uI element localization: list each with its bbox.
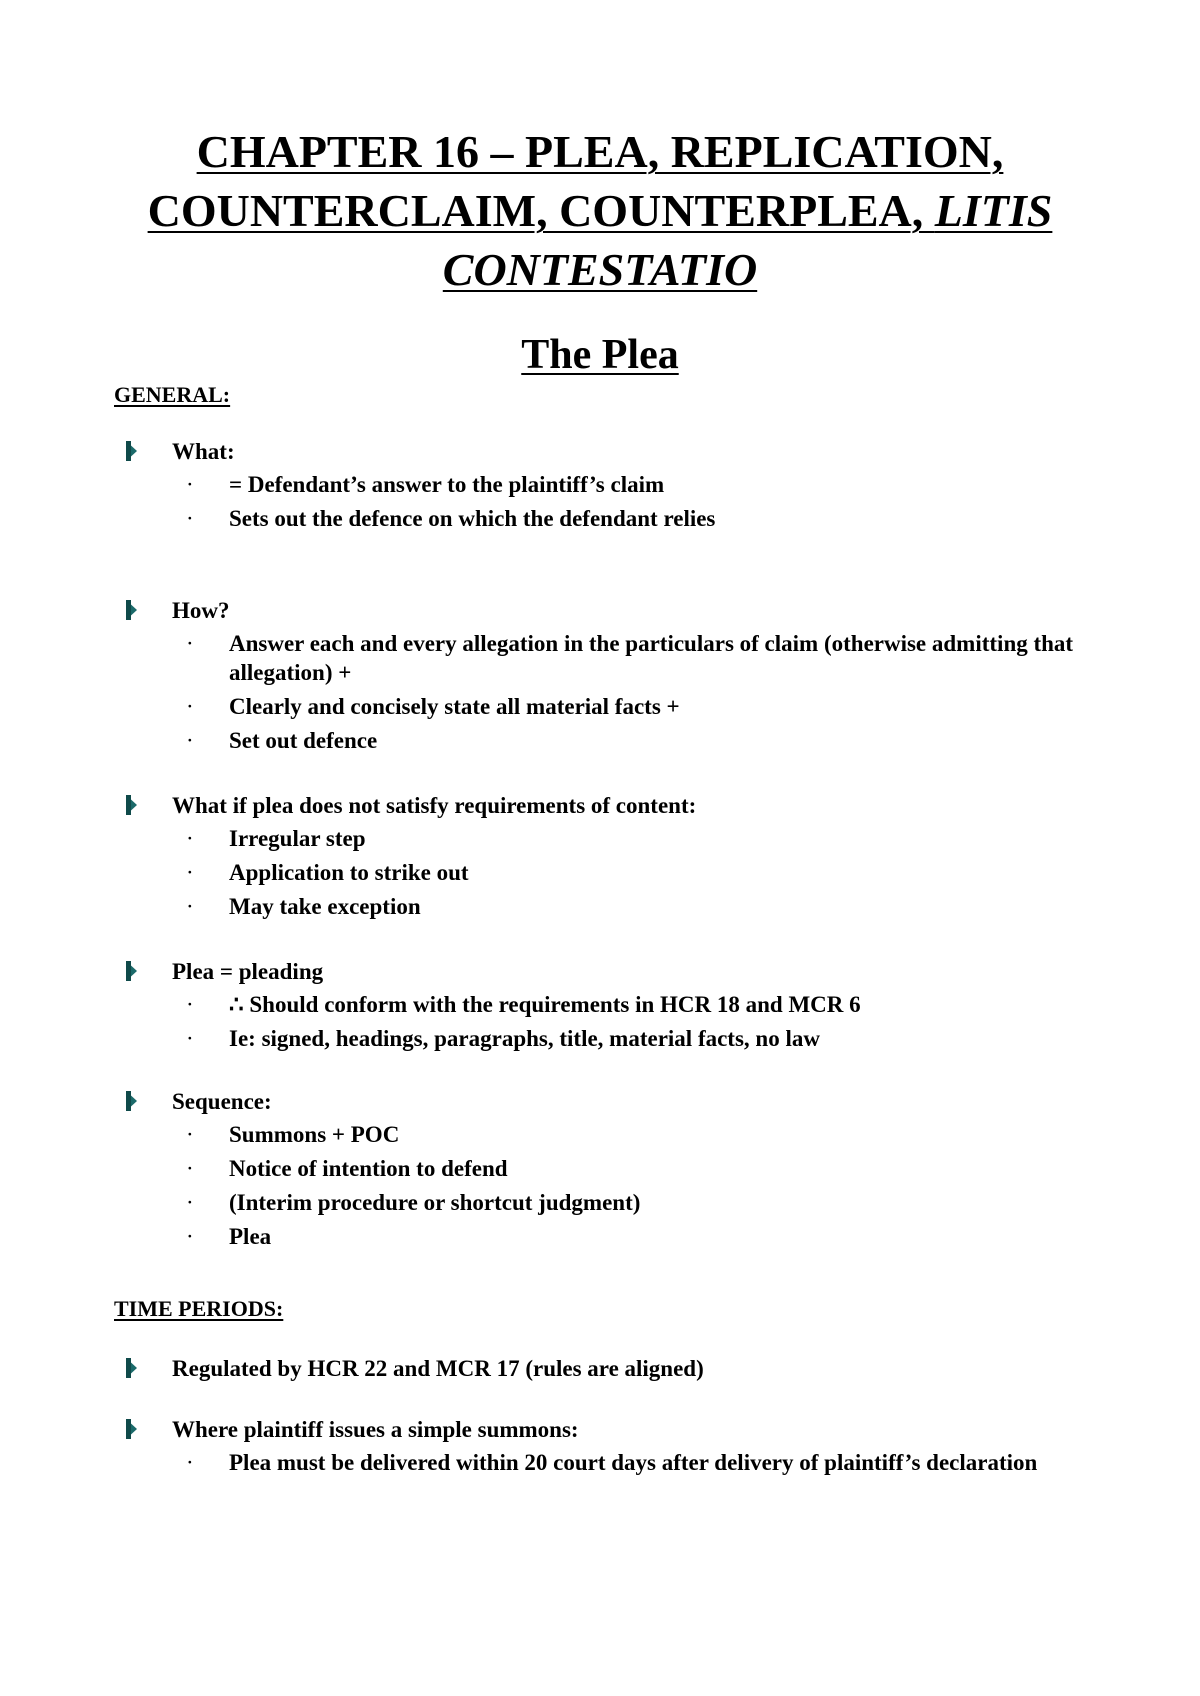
bullet-list	[120, 824, 1100, 921]
chapter-title-line-2: COUNTERCLAIM, COUNTERPLEA,	[147, 185, 935, 236]
list-item-text: Application to strike out	[229, 860, 469, 885]
list-item-text: (Interim procedure or shortcut judgment)	[229, 1190, 641, 1215]
bullet-list	[120, 470, 1100, 533]
list-item	[120, 1448, 1100, 1477]
list-item-text: Notice of intention to defend	[229, 1156, 508, 1181]
item-heading	[120, 1354, 1100, 1384]
list-item	[120, 1154, 1100, 1183]
list-item-text: Answer each and every allegation in the particulars of claim (otherwise admitting that allegation) +	[229, 631, 1074, 685]
item-heading-text: Where plaintiff issues a simple summons:	[172, 1417, 579, 1442]
bullet-dot-icon: ·	[186, 728, 194, 753]
item-heading	[120, 791, 1100, 821]
list-item-text: Set out defence	[229, 728, 378, 753]
chapter-title-line-1: CHAPTER 16 – PLEA, REPLICATION,	[196, 126, 1004, 177]
chapter-title-line-2-italic: LITIS	[934, 185, 1053, 236]
list-item	[120, 1188, 1100, 1217]
general-item-what	[120, 437, 1100, 538]
item-heading-text: Sequence:	[172, 1089, 272, 1114]
list-item	[120, 692, 1100, 721]
bullet-dot-icon: ·	[186, 694, 194, 719]
arrow-bullet-icon	[126, 795, 137, 815]
arrow-bullet-icon	[126, 441, 137, 461]
bullet-dot-icon: ·	[186, 1156, 194, 1181]
list-item	[120, 824, 1100, 853]
section-title: The Plea	[521, 332, 679, 378]
list-item	[120, 629, 1100, 687]
item-heading-text: How?	[172, 598, 230, 623]
item-heading	[120, 957, 1100, 987]
bullet-dot-icon: ·	[186, 1450, 194, 1475]
list-item-text: Clearly and concisely state all material facts +	[229, 694, 680, 719]
bullet-dot-icon: ·	[186, 826, 194, 851]
bullet-list	[120, 1120, 1100, 1251]
bullet-dot-icon: ·	[186, 1026, 194, 1051]
list-item-text: Summons + POC	[229, 1122, 400, 1147]
list-item-text: ∴ Should conform with the requirements in HCR 18 and MCR 6	[229, 992, 861, 1017]
chapter-title	[130, 122, 1070, 299]
general-item-plea-pleading	[120, 957, 1100, 1058]
list-item	[120, 726, 1100, 755]
list-item	[120, 892, 1100, 921]
list-item-text: Plea must be delivered within 20 court days after delivery of plaintiff’s declaration	[229, 1450, 1038, 1475]
item-heading	[120, 596, 1100, 626]
item-heading-text: What:	[172, 439, 235, 464]
list-item	[120, 1024, 1100, 1053]
bullet-list	[120, 629, 1100, 755]
general-item-how	[120, 596, 1100, 760]
list-item-text: Sets out the defence on which the defendant relies	[229, 506, 716, 531]
list-item-text: May take exception	[229, 894, 421, 919]
bullet-dot-icon: ·	[186, 631, 194, 656]
list-item-text: Ie: signed, headings, paragraphs, title, material facts, no law	[229, 1026, 820, 1051]
time-periods-heading: TIME PERIODS:	[114, 1296, 284, 1321]
arrow-bullet-icon	[126, 1419, 137, 1439]
list-item-text: Irregular step	[229, 826, 366, 851]
bullet-dot-icon: ·	[186, 1224, 194, 1249]
bullet-dot-icon: ·	[186, 472, 194, 497]
list-item	[120, 990, 1100, 1019]
bullet-list	[120, 990, 1100, 1053]
item-heading	[120, 1415, 1100, 1445]
item-heading-text: Plea = pleading	[172, 959, 324, 984]
bullet-dot-icon: ·	[186, 860, 194, 885]
general-heading: GENERAL:	[114, 382, 231, 407]
bullet-dot-icon: ·	[186, 1122, 194, 1147]
item-heading	[120, 1087, 1100, 1117]
list-item	[120, 504, 1100, 533]
general-item-sequence	[120, 1087, 1100, 1256]
bullet-dot-icon: ·	[186, 1190, 194, 1215]
general-item-plea-requirements	[120, 791, 1100, 926]
arrow-bullet-icon	[126, 1358, 137, 1378]
list-item	[120, 1222, 1100, 1251]
list-item	[120, 858, 1100, 887]
item-heading-text: What if plea does not satisfy requirements of content:	[172, 793, 697, 818]
arrow-bullet-icon	[126, 1091, 137, 1111]
bullet-dot-icon: ·	[186, 894, 194, 919]
item-heading	[120, 437, 1100, 467]
time-periods-item-simple-summons	[120, 1415, 1100, 1482]
arrow-bullet-icon	[126, 961, 137, 981]
item-heading-text: Regulated by HCR 22 and MCR 17 (rules are aligned)	[172, 1356, 704, 1381]
time-periods-item-regulated	[120, 1354, 1100, 1384]
list-item	[120, 470, 1100, 499]
bullet-list	[120, 1448, 1100, 1477]
list-item-text: = Defendant’s answer to the plaintiff’s claim	[229, 472, 665, 497]
bullet-dot-icon: ·	[186, 506, 194, 531]
chapter-title-line-3-italic: CONTESTATIO	[442, 244, 758, 295]
list-item	[120, 1120, 1100, 1149]
arrow-bullet-icon	[126, 600, 137, 620]
bullet-dot-icon: ·	[186, 992, 194, 1017]
list-item-text: Plea	[229, 1224, 272, 1249]
